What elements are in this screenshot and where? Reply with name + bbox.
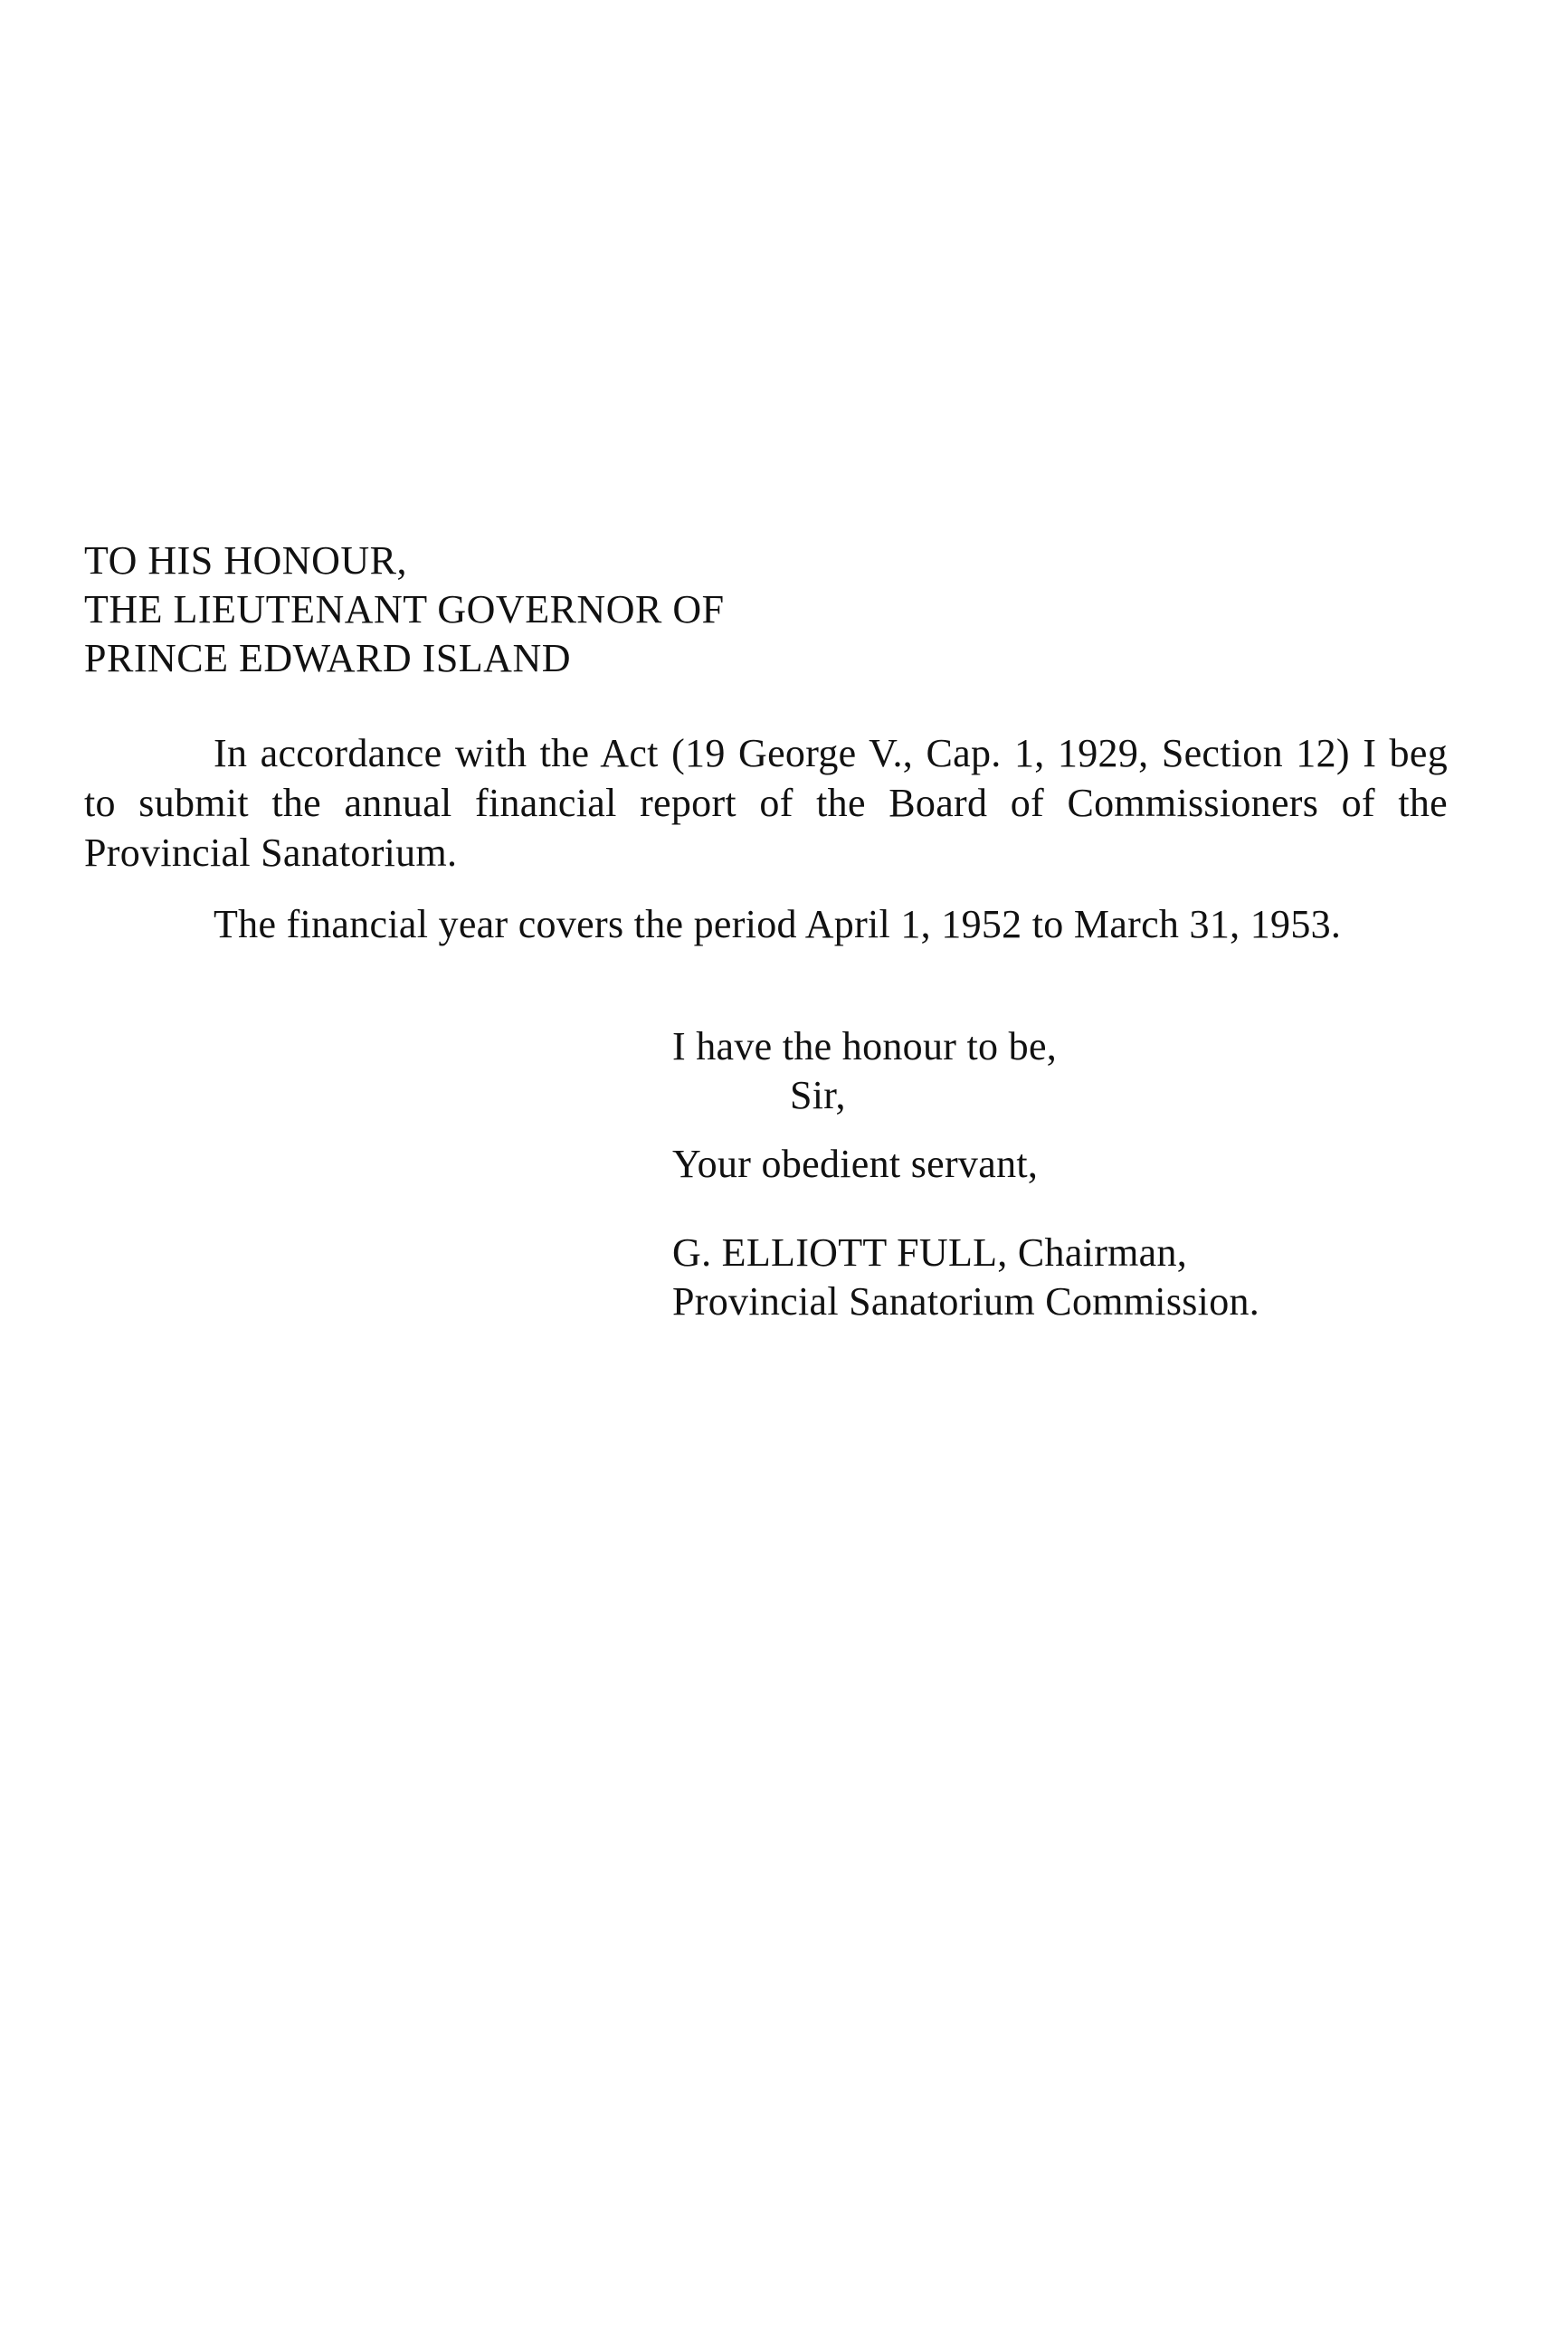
addressee-line-2: THE LIEUTENANT GOVERNOR OF (84, 587, 725, 631)
submission-paragraph: In accordance with the Act (19 George V., Cap. 1, 1929, Section 12) I beg to submit the annual financial report of the Board of Commissioners of the Provincial Sanatorium. (84, 731, 1448, 875)
closing-block (672, 1022, 1487, 1326)
complimentary-close: Your obedient servant, (672, 1142, 1039, 1186)
financial-year-paragraph: The financial year covers the period April 1, 1952 to March 31, 1953. (214, 902, 1342, 946)
addressee-block (84, 536, 1441, 683)
signatory-organization: Provincial Sanatorium Commission. (672, 1279, 1260, 1324)
honour-line: I have the honour to be, (672, 1024, 1058, 1068)
signatory-name: G. ELLIOTT FULL, Chairman, (672, 1230, 1188, 1275)
letter-body (84, 728, 1448, 949)
addressee-line-3: PRINCE EDWARD ISLAND (84, 636, 571, 680)
salutation: Sir, (790, 1073, 846, 1117)
addressee-line-1: TO HIS HONOUR, (84, 538, 407, 583)
